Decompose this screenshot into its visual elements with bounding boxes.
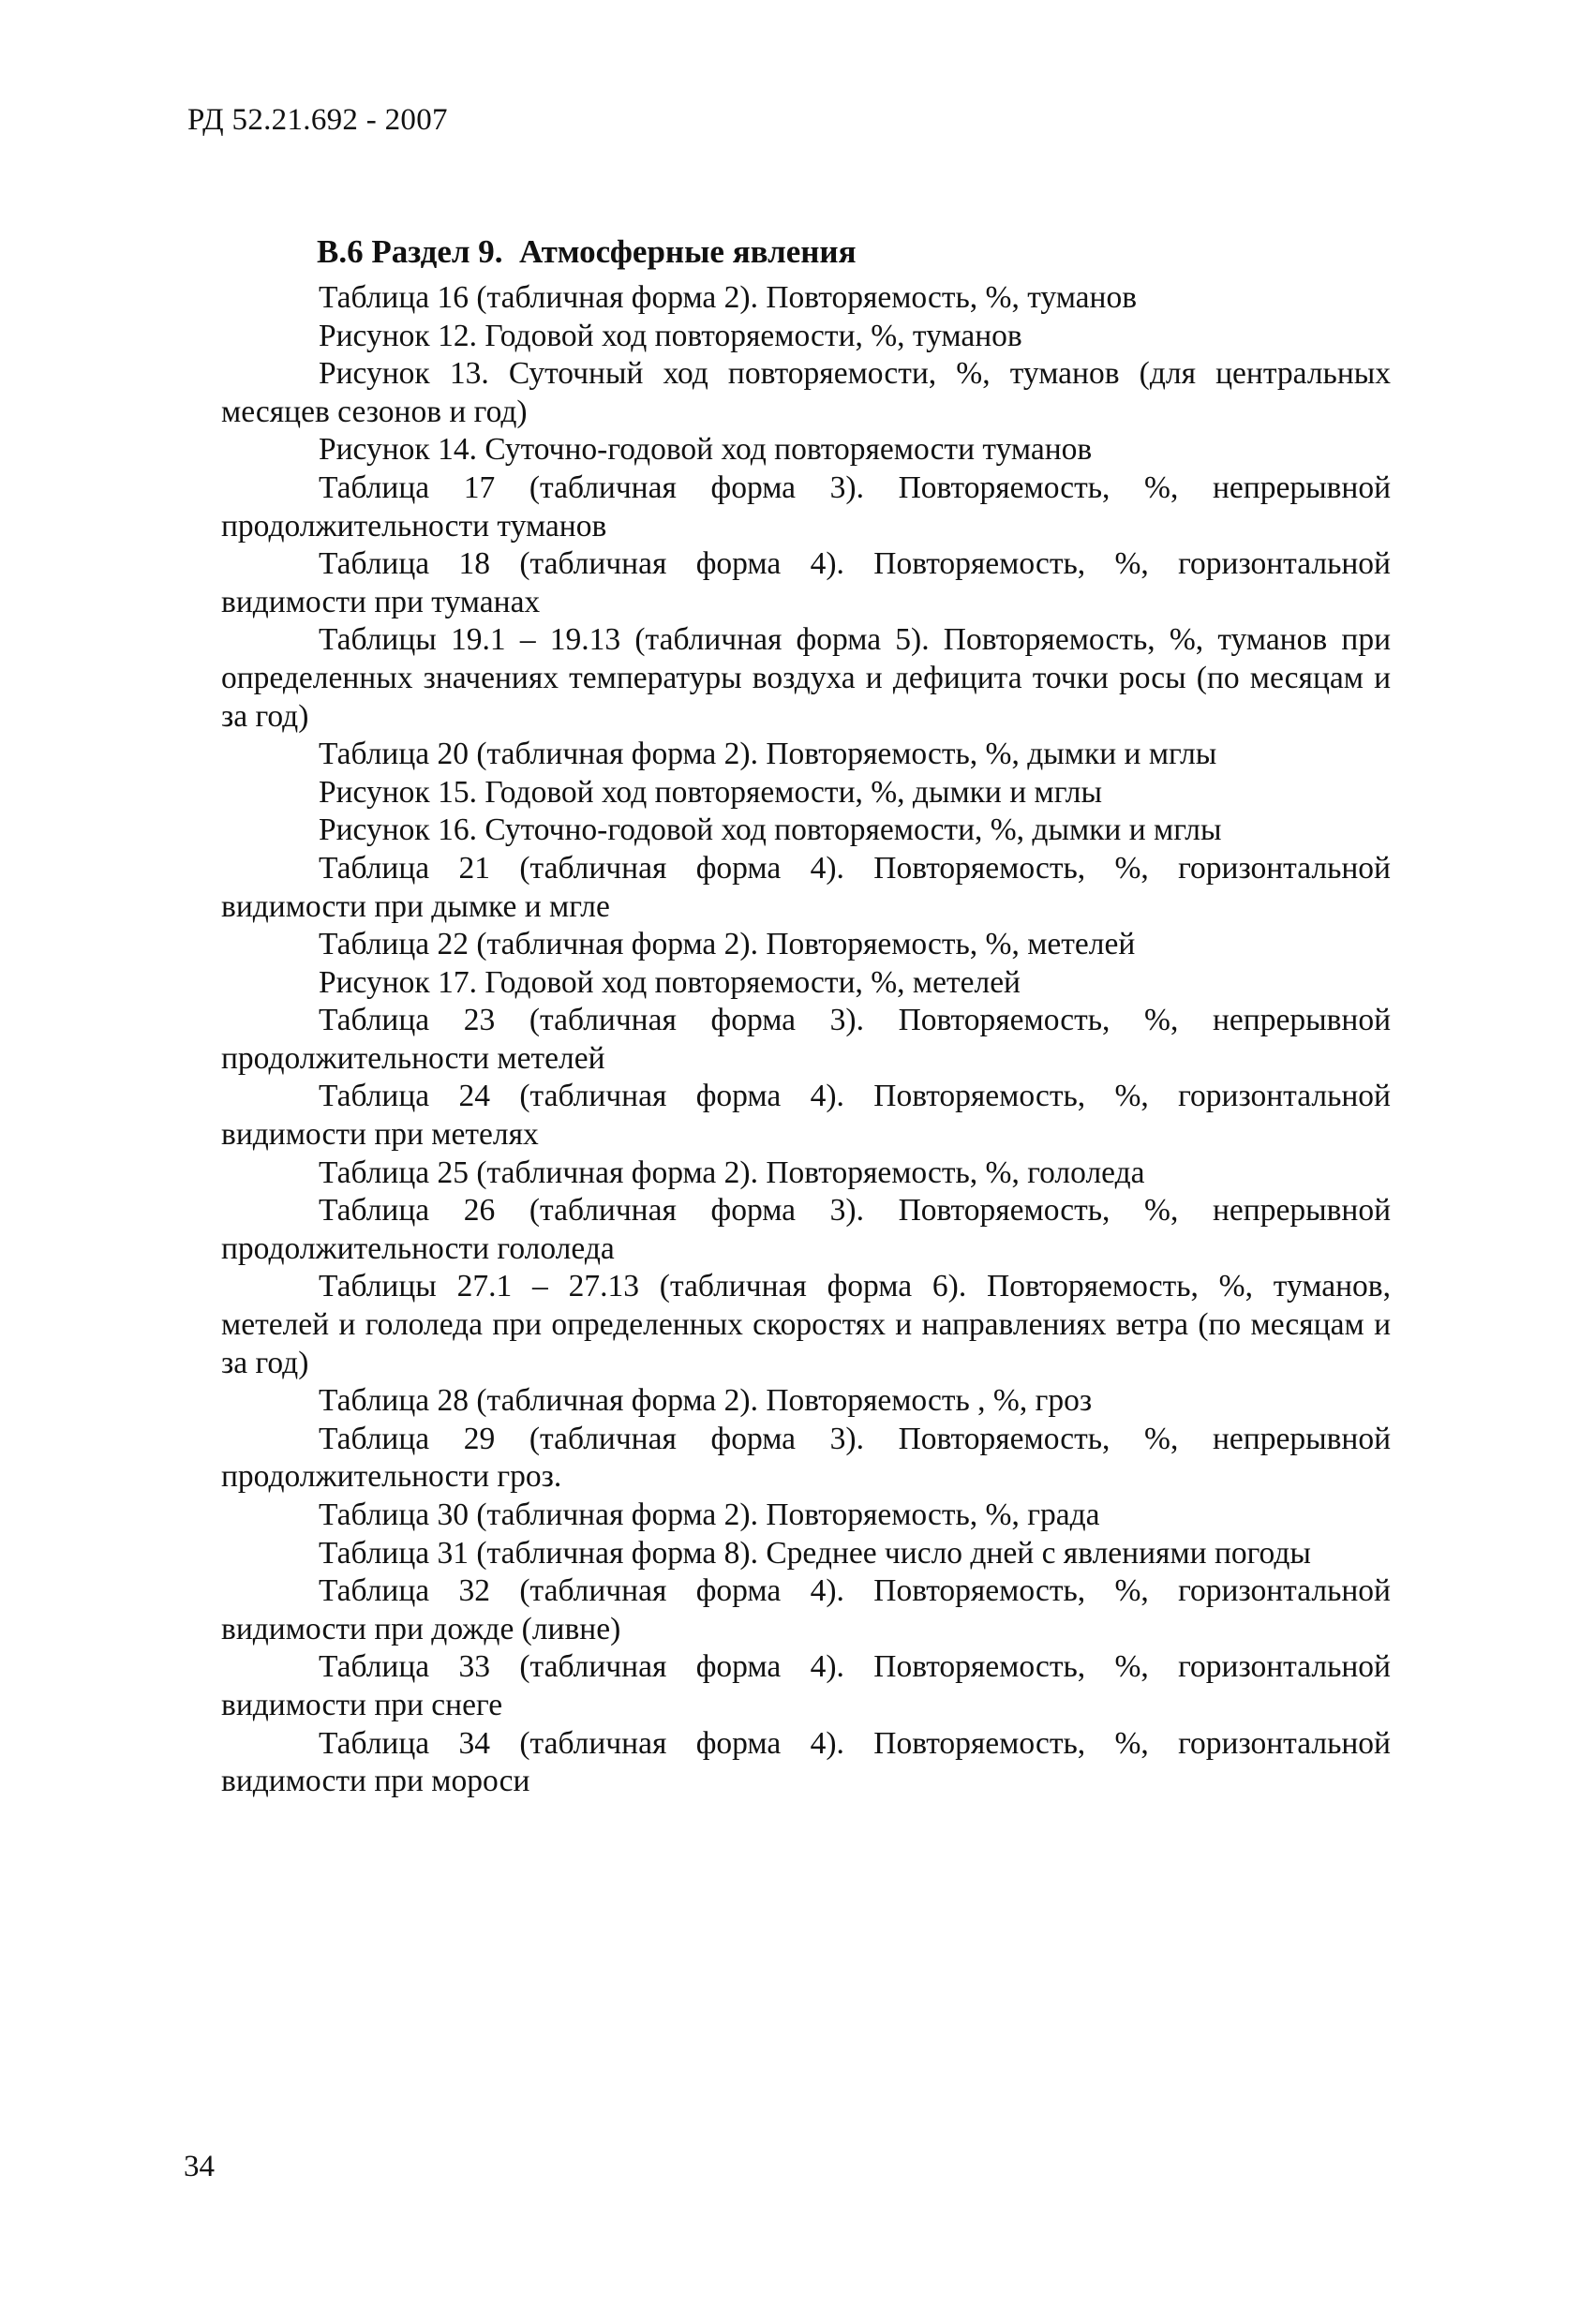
section-heading: В.6 Раздел 9. Атмосферные явления [317,233,857,270]
entry-table-34: Таблица 34 (табличная форма 4). Повторяемость, %, горизонтальной видимости при мороси [221,1725,1391,1799]
entry-table-24: Таблица 24 (табличная форма 4). Повторяемость, %, горизонтальной видимости при метелях [221,1079,1391,1153]
entries-list [221,279,1391,1801]
entry-table-18: Таблица 18 (табличная форма 4). Повторяемость, %, горизонтальной видимости при туманах [221,546,1391,619]
entry-figure-17: Рисунок 17. Годовой ход повторяемости, %, метелей [319,964,1021,1000]
entry-table-32: Таблица 32 (табличная форма 4). Повторяемость, %, горизонтальной видимости при дожде (ливне) [221,1573,1391,1646]
entry-table-22: Таблица 22 (табличная форма 2). Повторяемость, %, метелей [319,927,1136,962]
entry-table-16: Таблица 16 (табличная форма 2). Повторяемость, %, туманов [319,280,1138,315]
page-number: 34 [184,2150,215,2183]
entry-table-20: Таблица 20 (табличная форма 2). Повторяемость, %, дымки и мглы [319,737,1217,772]
entry-table-17: Таблица 17 (табличная форма 3). Повторяемость, %, непрерывной продолжительности туманов [221,469,1391,544]
entry-tables-19: Таблицы 19.1 – 19.13 (табличная форма 5). Повторяемость, %, туманов при определенных значениях температуры воздуха и дефицита точки росы (по месяцам и за год) [221,622,1391,734]
entry-table-33: Таблица 33 (табличная форма 4). Повторяемость, %, горизонтальной видимости при снеге [221,1649,1391,1722]
entry-table-29: Таблица 29 (табличная форма 3). Повторяемость, %, непрерывной продолжительности гроз. [221,1421,1391,1495]
entry-figure-12: Рисунок 12. Годовой ход повторяемости, %, туманов [319,318,1022,353]
entry-table-31: Таблица 31 (табличная форма 8). Среднее число дней с явлениями погоды [319,1535,1311,1571]
entry-figure-14: Рисунок 14. Суточно-годовой ход повторяемости туманов [319,432,1093,468]
entry-table-21: Таблица 21 (табличная форма 4). Повторяемость, %, горизонтальной видимости при дымке и мгле [221,850,1391,924]
entry-table-28: Таблица 28 (табличная форма 2). Повторяемость , %, гроз [319,1383,1093,1419]
entry-figure-16: Рисунок 16. Суточно-годовой ход повторяемости, %, дымки и мглы [319,812,1222,848]
document-code: РД 52.21.692 - 2007 [187,103,448,137]
entry-figure-15: Рисунок 15. Годовой ход повторяемости, %, дымки и мглы [319,774,1102,810]
entry-figure-13: Рисунок 13. Суточный ход повторяемости, %, туманов (для центральных месяцев сезонов и год) [221,356,1391,429]
entry-table-30: Таблица 30 (табличная форма 2). Повторяемость, %, града [319,1497,1100,1532]
entry-table-25: Таблица 25 (табличная форма 2). Повторяемость, %, гололеда [319,1155,1145,1190]
entry-tables-27: Таблицы 27.1 – 27.13 (табличная форма 6). Повторяемость, %, туманов, метелей и гололеда при определенных скоростях и направлениях ветра (по месяцам и за год) [221,1269,1391,1380]
entry-table-26: Таблица 26 (табличная форма 3). Повторяемость, %, непрерывной продолжительности гололеда [221,1193,1391,1266]
entry-table-23: Таблица 23 (табличная форма 3). Повторяемость, %, непрерывной продолжительности метелей [221,1003,1391,1076]
